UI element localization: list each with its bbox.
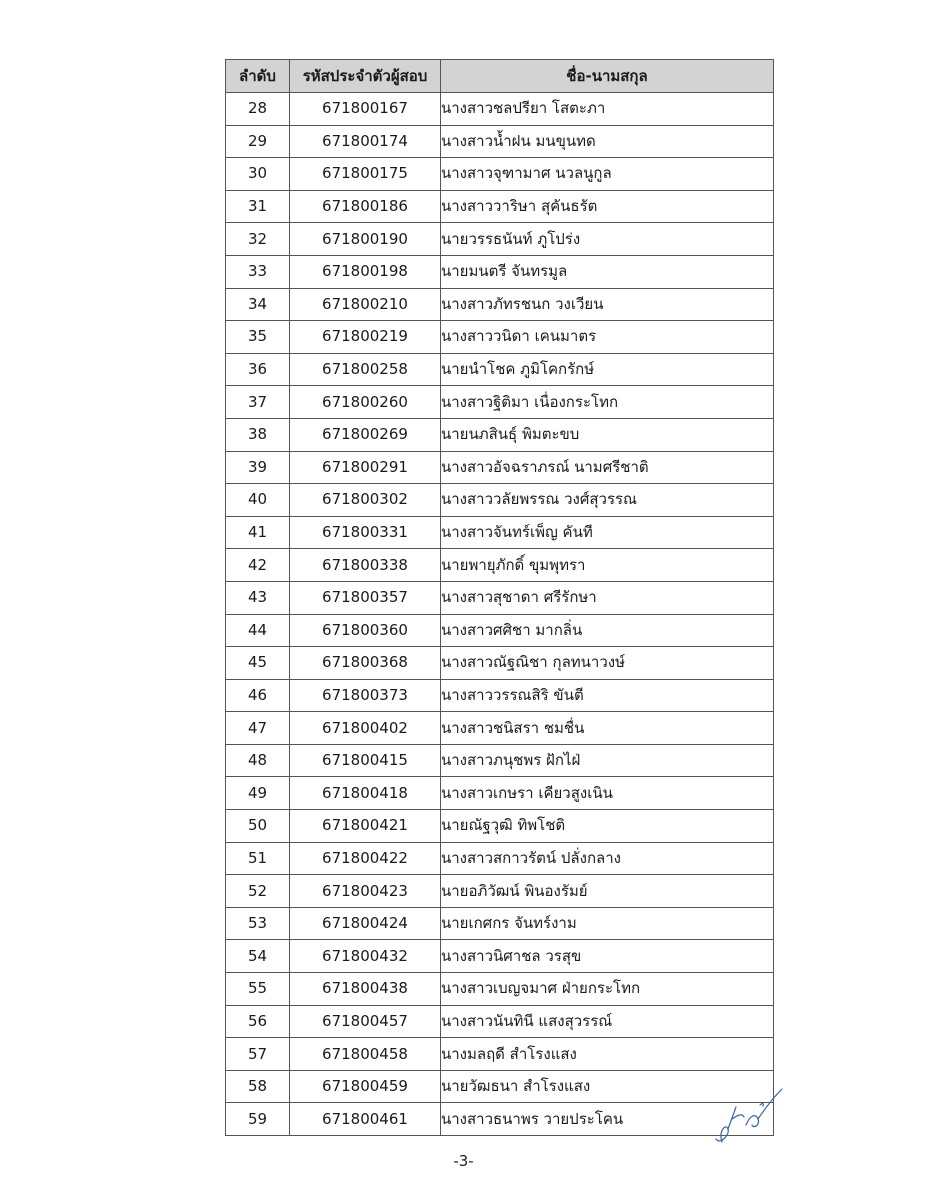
table-row bbox=[226, 1103, 774, 1136]
table-row bbox=[226, 255, 774, 288]
full-name-cell: นายอภิวัฒน์ พินองรัมย์ bbox=[441, 875, 774, 908]
table-row bbox=[226, 484, 774, 517]
table-row bbox=[226, 451, 774, 484]
table-row bbox=[226, 973, 774, 1006]
exam-code-cell: 671800458 bbox=[290, 1038, 441, 1071]
table-row bbox=[226, 1005, 774, 1038]
order-cell: 33 bbox=[226, 255, 290, 288]
table-row bbox=[226, 1070, 774, 1103]
exam-code-cell: 671800167 bbox=[290, 93, 441, 126]
order-cell: 53 bbox=[226, 907, 290, 940]
order-cell: 34 bbox=[226, 288, 290, 321]
table-row bbox=[226, 353, 774, 386]
order-cell: 44 bbox=[226, 614, 290, 647]
table-row bbox=[226, 679, 774, 712]
full-name-cell: นางสาวนันทินี แสงสุวรรณ์ bbox=[441, 1005, 774, 1038]
table-row bbox=[226, 907, 774, 940]
table-row bbox=[226, 810, 774, 843]
order-cell: 52 bbox=[226, 875, 290, 908]
exam-code-cell: 671800186 bbox=[290, 190, 441, 223]
table-row bbox=[226, 125, 774, 158]
order-cell: 32 bbox=[226, 223, 290, 256]
order-cell: 58 bbox=[226, 1070, 290, 1103]
table-row bbox=[226, 190, 774, 223]
exam-code-cell: 671800368 bbox=[290, 647, 441, 680]
exam-code-cell: 671800291 bbox=[290, 451, 441, 484]
table-row bbox=[226, 712, 774, 745]
full-name-cell: นางสาวธนาพร วายประโคน bbox=[441, 1103, 774, 1136]
exam-code-cell: 671800175 bbox=[290, 158, 441, 191]
full-name-cell: นางสาวจุฑามาศ นวลนูกูล bbox=[441, 158, 774, 191]
page-number: -3- bbox=[453, 1152, 474, 1170]
table-row bbox=[226, 744, 774, 777]
order-cell: 28 bbox=[226, 93, 290, 126]
full-name-cell: นายมนตรี จันทรมูล bbox=[441, 255, 774, 288]
full-name-cell: นางมลฤดี สำโรงแสง bbox=[441, 1038, 774, 1071]
order-cell: 30 bbox=[226, 158, 290, 191]
exam-code-cell: 671800402 bbox=[290, 712, 441, 745]
table-row bbox=[226, 940, 774, 973]
table-row bbox=[226, 288, 774, 321]
table-row bbox=[226, 93, 774, 126]
order-cell: 39 bbox=[226, 451, 290, 484]
exam-code-cell: 671800302 bbox=[290, 484, 441, 517]
full-name-cell: นางสาวน้ำฝน มนขุนทด bbox=[441, 125, 774, 158]
order-cell: 51 bbox=[226, 842, 290, 875]
exam-code-cell: 671800415 bbox=[290, 744, 441, 777]
table-row bbox=[226, 223, 774, 256]
table-row bbox=[226, 647, 774, 680]
order-cell: 42 bbox=[226, 549, 290, 582]
table-row bbox=[226, 418, 774, 451]
full-name-cell: นางสาววาริษา สุคันธรัต bbox=[441, 190, 774, 223]
exam-code-cell: 671800357 bbox=[290, 581, 441, 614]
signature-mark bbox=[700, 1085, 790, 1147]
exam-code-cell: 671800461 bbox=[290, 1103, 441, 1136]
order-cell: 49 bbox=[226, 777, 290, 810]
order-cell: 56 bbox=[226, 1005, 290, 1038]
full-name-cell: นายเกศกร จันทร์งาม bbox=[441, 907, 774, 940]
order-cell: 31 bbox=[226, 190, 290, 223]
full-name-cell: นายวรรธนันท์ ภูโปร่ง bbox=[441, 223, 774, 256]
full-name-cell: นางสาวสกาวรัตน์ ปลั่งกลาง bbox=[441, 842, 774, 875]
order-cell: 54 bbox=[226, 940, 290, 973]
column-header-code: รหัสประจำตัวผู้สอบ bbox=[290, 60, 441, 93]
full-name-cell: นางสาวภัทรชนก วงเวียน bbox=[441, 288, 774, 321]
full-name-cell: นางสาวชลปรียา โสตะภา bbox=[441, 93, 774, 126]
full-name-cell: นางสาวสุชาดา ศรีรักษา bbox=[441, 581, 774, 614]
exam-code-cell: 671800174 bbox=[290, 125, 441, 158]
order-cell: 41 bbox=[226, 516, 290, 549]
full-name-cell: นายณัฐวุฒิ ทิพโชติ bbox=[441, 810, 774, 843]
order-cell: 55 bbox=[226, 973, 290, 1006]
full-name-cell: นางสาวณัฐณิชา กุลทนาวงษ์ bbox=[441, 647, 774, 680]
column-header-order: ลำดับ bbox=[226, 60, 290, 93]
full-name-cell: นางสาวจันทร์เพ็ญ คันที bbox=[441, 516, 774, 549]
order-cell: 38 bbox=[226, 418, 290, 451]
table-header-row bbox=[226, 60, 774, 93]
full-name-cell: นางสาวชนิสรา ชมชื่น bbox=[441, 712, 774, 745]
table-row bbox=[226, 158, 774, 191]
table-row bbox=[226, 321, 774, 354]
exam-code-cell: 671800190 bbox=[290, 223, 441, 256]
exam-code-cell: 671800331 bbox=[290, 516, 441, 549]
full-name-cell: นางสาวศศิชา มากลิ่น bbox=[441, 614, 774, 647]
exam-code-cell: 671800421 bbox=[290, 810, 441, 843]
order-cell: 48 bbox=[226, 744, 290, 777]
full-name-cell: นายพายุภักดิ์ ขุมพุทรา bbox=[441, 549, 774, 582]
full-name-cell: นางสาวภนุชพร ฝักไฝ่ bbox=[441, 744, 774, 777]
order-cell: 35 bbox=[226, 321, 290, 354]
exam-code-cell: 671800360 bbox=[290, 614, 441, 647]
table-body bbox=[226, 93, 774, 1136]
table-row bbox=[226, 386, 774, 419]
order-cell: 47 bbox=[226, 712, 290, 745]
full-name-cell: นายวัฒธนา สำโรงแสง bbox=[441, 1070, 774, 1103]
exam-code-cell: 671800423 bbox=[290, 875, 441, 908]
table-row bbox=[226, 549, 774, 582]
table-row bbox=[226, 875, 774, 908]
full-name-cell: นางสาวอัจฉราภรณ์ นามศรีชาติ bbox=[441, 451, 774, 484]
column-header-name: ชื่อ-นามสกุล bbox=[441, 60, 774, 93]
exam-code-cell: 671800219 bbox=[290, 321, 441, 354]
full-name-cell: นางสาวนิศาชล วรสุข bbox=[441, 940, 774, 973]
full-name-cell: นางสาวเกษรา เคียวสูงเนิน bbox=[441, 777, 774, 810]
order-cell: 43 bbox=[226, 581, 290, 614]
exam-code-cell: 671800432 bbox=[290, 940, 441, 973]
exam-code-cell: 671800424 bbox=[290, 907, 441, 940]
full-name-cell: นางสาววนิดา เคนมาตร bbox=[441, 321, 774, 354]
exam-code-cell: 671800418 bbox=[290, 777, 441, 810]
table-row bbox=[226, 1038, 774, 1071]
exam-code-cell: 671800258 bbox=[290, 353, 441, 386]
exam-code-cell: 671800457 bbox=[290, 1005, 441, 1038]
exam-code-cell: 671800198 bbox=[290, 255, 441, 288]
order-cell: 40 bbox=[226, 484, 290, 517]
full-name-cell: นายนภสินธุ์ พิมตะขบ bbox=[441, 418, 774, 451]
order-cell: 59 bbox=[226, 1103, 290, 1136]
exam-code-cell: 671800438 bbox=[290, 973, 441, 1006]
order-cell: 50 bbox=[226, 810, 290, 843]
order-cell: 29 bbox=[226, 125, 290, 158]
order-cell: 37 bbox=[226, 386, 290, 419]
exam-code-cell: 671800260 bbox=[290, 386, 441, 419]
exam-code-cell: 671800338 bbox=[290, 549, 441, 582]
order-cell: 46 bbox=[226, 679, 290, 712]
table-header bbox=[226, 60, 774, 93]
table-row bbox=[226, 516, 774, 549]
exam-code-cell: 671800422 bbox=[290, 842, 441, 875]
full-name-cell: นางสาวเบญจมาศ ฝ่ายกระโทก bbox=[441, 973, 774, 1006]
exam-code-cell: 671800459 bbox=[290, 1070, 441, 1103]
full-name-cell: นางสาววลัยพรรณ วงศ์สุวรรณ bbox=[441, 484, 774, 517]
full-name-cell: นางสาวฐิติมา เนื่องกระโทก bbox=[441, 386, 774, 419]
order-cell: 36 bbox=[226, 353, 290, 386]
table-row bbox=[226, 581, 774, 614]
exam-code-cell: 671800373 bbox=[290, 679, 441, 712]
table-row bbox=[226, 614, 774, 647]
full-name-cell: นายนำโชค ภูมิโคกรักษ์ bbox=[441, 353, 774, 386]
table-row bbox=[226, 842, 774, 875]
candidate-table bbox=[225, 59, 774, 1136]
full-name-cell: นางสาววรรณสิริ ขันตี bbox=[441, 679, 774, 712]
table-row bbox=[226, 777, 774, 810]
order-cell: 45 bbox=[226, 647, 290, 680]
order-cell: 57 bbox=[226, 1038, 290, 1071]
exam-code-cell: 671800210 bbox=[290, 288, 441, 321]
exam-code-cell: 671800269 bbox=[290, 418, 441, 451]
